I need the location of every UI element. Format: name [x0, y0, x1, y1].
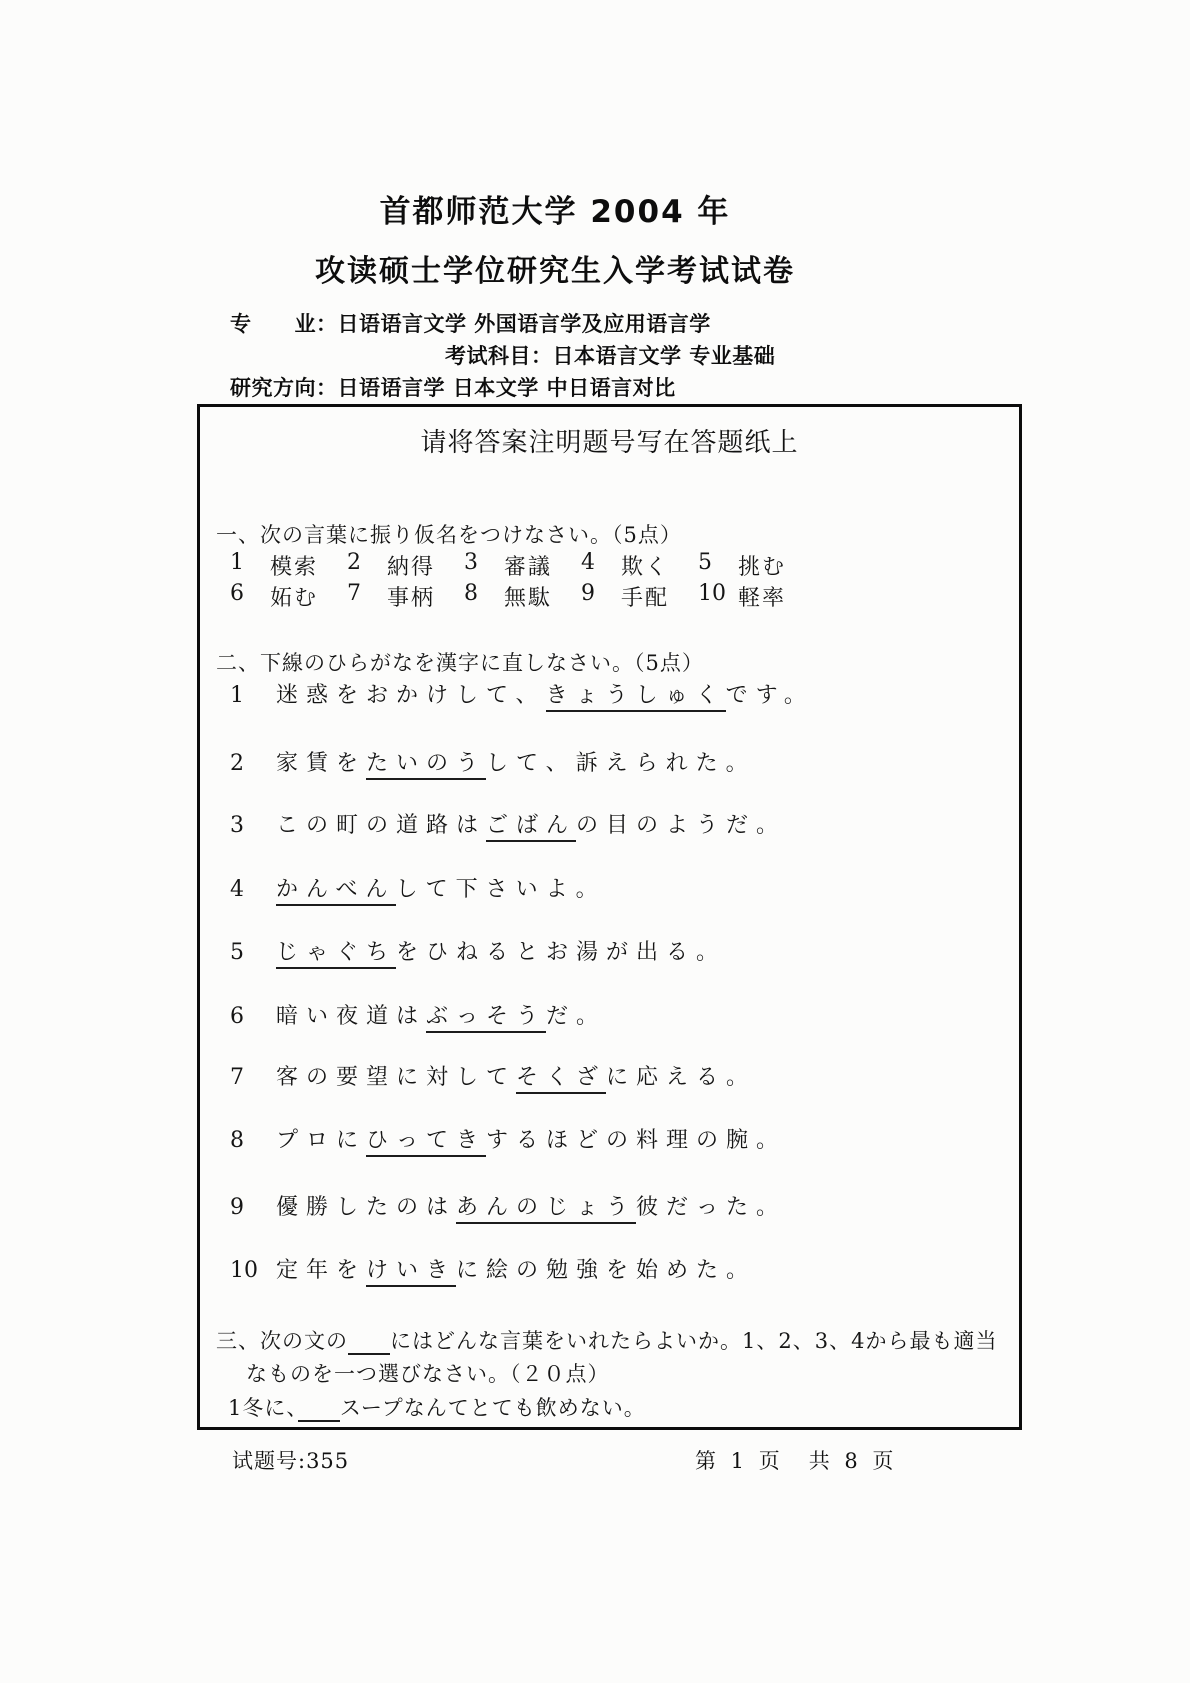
question-number: 2	[230, 751, 244, 776]
section3-heading-line2: なものを一つ選びなさい。（２０点）	[246, 1362, 610, 1386]
vocab-number: 9	[581, 581, 595, 606]
kanji-question-2	[230, 746, 756, 777]
vocab-word: 手配	[621, 586, 670, 611]
vocab-word: 妬む	[270, 586, 319, 611]
question-number: 8	[230, 1128, 244, 1153]
question-post-text: して下さいよ。	[395, 877, 606, 902]
question-number: 6	[230, 1004, 244, 1029]
question-underlined-kana: けいき	[366, 1258, 456, 1287]
vocab-item	[347, 550, 464, 581]
question-number: 10	[230, 1258, 258, 1283]
choice-question-1	[228, 1392, 646, 1422]
question-underlined-kana: ひってき	[366, 1128, 486, 1157]
vocab-word: 軽率	[738, 586, 787, 611]
vocab-word: 審議	[504, 555, 553, 580]
question-post-text: に応える。	[606, 1065, 757, 1090]
question-post-text: に絵の勉強を始めた。	[456, 1258, 757, 1283]
vocab-number: 10	[698, 581, 726, 606]
vocab-word: 欺く	[621, 555, 670, 580]
vocab-item	[464, 550, 581, 581]
question-pre-text: 暗い夜道は	[276, 1004, 427, 1029]
subject-line: 考试科目：日本语言文学 专业基础	[445, 344, 776, 368]
question-post-text: の目のようだ。	[576, 813, 787, 838]
vocab-number: 8	[464, 581, 478, 606]
vocab-number: 7	[347, 581, 361, 606]
kanji-question-3	[230, 808, 786, 839]
question-pre-text: 優勝したのは	[276, 1195, 457, 1220]
question-post-text: だ。	[546, 1004, 607, 1029]
answer-sheet-notice: 请将答案注明题号写在答题纸上	[420, 428, 799, 458]
vocab-word: 事柄	[387, 586, 436, 611]
vocab-word: 無駄	[504, 586, 553, 611]
question-pre-text: 客の要望に対して	[276, 1065, 517, 1090]
question-underlined-kana: あんのじょう	[456, 1195, 636, 1224]
question-post-text: して、訴えられた。	[486, 751, 756, 776]
kanji-question-9	[230, 1190, 786, 1221]
vocab-number: 1	[230, 550, 244, 575]
vocab-item	[698, 550, 815, 581]
question-pre-text: 家賃を	[276, 751, 367, 776]
section3-heading-line1	[216, 1325, 997, 1355]
section1-heading: 一、次の言葉に振り仮名をつけなさい。（5点）	[216, 523, 682, 547]
question-underlined-kana: ごばん	[486, 813, 576, 842]
question-number: 5	[230, 940, 244, 965]
fill-blank-line	[348, 1329, 390, 1355]
kanji-question-4	[230, 872, 606, 903]
section1-row1	[230, 550, 815, 581]
kanji-question-10	[230, 1253, 756, 1284]
kanji-question-1	[230, 678, 814, 709]
exam-paper-number: 试题号:355	[232, 1449, 350, 1473]
question-number: 7	[230, 1065, 244, 1090]
vocab-number: 2	[347, 550, 361, 575]
section1-row2	[230, 581, 815, 612]
exam-title-type: 攻读硕士学位研究生入学考试试卷	[315, 254, 795, 289]
question-post-text: するほどの料理の腕。	[486, 1128, 787, 1153]
question-post-text: です。	[725, 683, 814, 708]
major-line: 专 业：日语语言文学 外国语言学及应用语言学	[230, 312, 711, 336]
question-pre-text: 冬に、	[242, 1396, 298, 1420]
question-post-text: スープなんてとても飲めない。	[339, 1396, 646, 1420]
vocab-item	[698, 581, 815, 612]
question-pre-text: 定年を	[276, 1258, 367, 1283]
research-direction-line: 研究方向：日语语言学 日本文学 中日语言对比	[230, 376, 676, 400]
page-indicator: 第 1 页 共 8 页	[695, 1449, 898, 1473]
question-frame	[197, 404, 1022, 1430]
section3-heading-post: にはどんな言葉をいれたらよいか。1、2、3、4から最も適当	[390, 1329, 998, 1353]
vocab-item	[230, 581, 347, 612]
question-number: 3	[230, 813, 244, 838]
question-underlined-kana: かんべん	[276, 877, 396, 906]
question-pre-text: プロに	[276, 1128, 367, 1153]
question-post-text: 彼だった。	[636, 1195, 787, 1220]
vocab-item	[230, 550, 347, 581]
section2-heading: 二、下線のひらがなを漢字に直しなさい。（5点）	[216, 651, 704, 675]
question-number: 4	[230, 877, 244, 902]
question-underlined-kana: じゃぐち	[276, 940, 396, 969]
vocab-number: 5	[698, 550, 712, 575]
question-number: 9	[230, 1195, 244, 1220]
section3-heading-pre: 三、次の文の	[216, 1329, 348, 1353]
question-pre-text: 迷惑をおかけして、	[276, 683, 546, 708]
question-number: 1	[230, 683, 244, 708]
fill-blank-line	[298, 1396, 340, 1422]
vocab-number: 6	[230, 581, 244, 606]
vocab-item	[347, 581, 464, 612]
vocab-item	[581, 550, 698, 581]
kanji-question-7	[230, 1060, 756, 1091]
question-underlined-kana: たいのう	[366, 751, 486, 780]
vocab-word: 挑む	[738, 555, 787, 580]
vocab-number: 4	[581, 550, 595, 575]
question-underlined-kana: そくざ	[516, 1065, 606, 1094]
vocab-word: 納得	[387, 555, 436, 580]
question-post-text: をひねるとお湯が出る。	[396, 940, 727, 965]
vocab-word: 模索	[270, 555, 319, 580]
kanji-question-8	[230, 1123, 786, 1154]
question-pre-text: この町の道路は	[276, 813, 487, 838]
kanji-question-6	[230, 999, 606, 1030]
vocab-item	[581, 581, 698, 612]
question-number: 1	[228, 1396, 243, 1420]
kanji-question-5	[230, 935, 726, 966]
vocab-item	[464, 581, 581, 612]
exam-title-university: 首都师范大学 2004 年	[379, 194, 731, 230]
vocab-number: 3	[464, 550, 478, 575]
question-underlined-kana: ぶっそう	[426, 1004, 546, 1033]
question-underlined-kana: きょうしゅく	[546, 683, 726, 712]
